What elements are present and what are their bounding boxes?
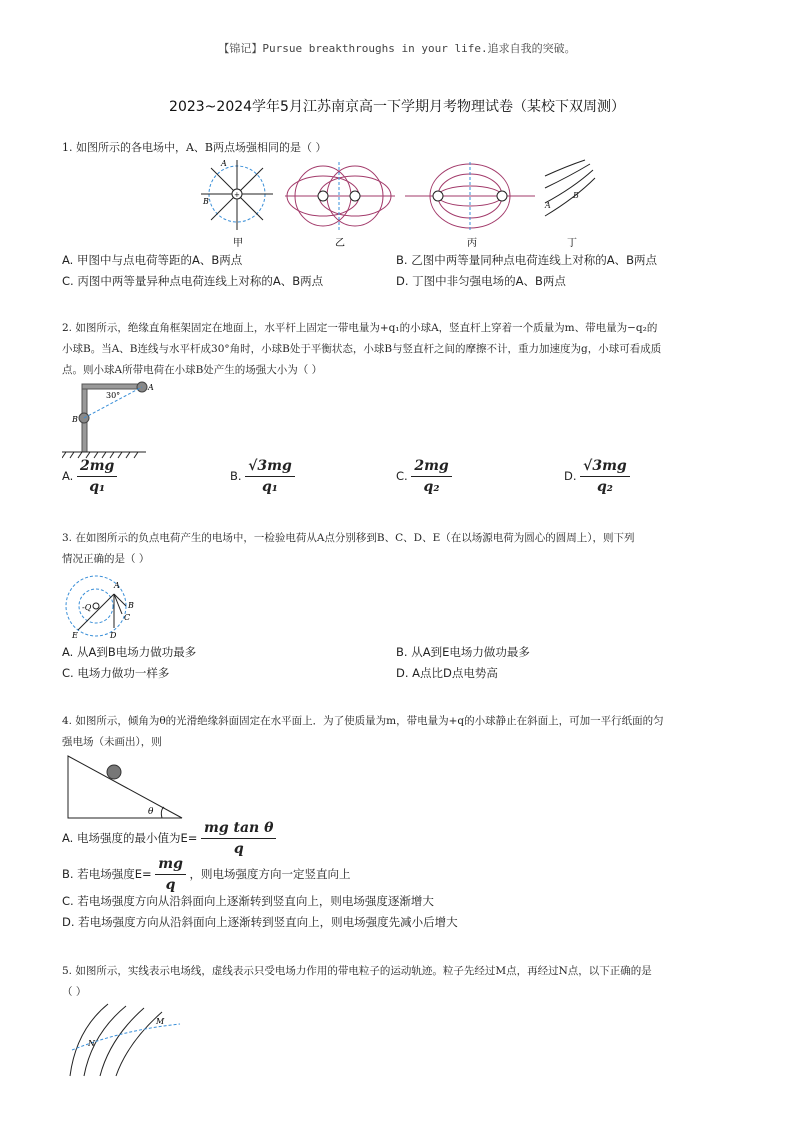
svg-text:A: A (148, 383, 154, 392)
svg-text:C: C (124, 613, 131, 622)
q4-option-a[interactable]: A. 电场强度的最小值为E= $\frac{\text{mg tan θ}}{q}$ (62, 820, 276, 857)
svg-text:B: B (203, 197, 209, 206)
q1-option-c[interactable]: C. 丙图中两等量异种点电荷连线上对称的A、B两点 (62, 274, 324, 288)
q2-angle-label: 30° (106, 391, 121, 400)
q2-option-d[interactable]: D. $\frac{√3mg}{\text{q₂}}$ (564, 458, 630, 495)
caption-yi: 乙 (335, 238, 345, 249)
svg-text:-Q: -Q (82, 603, 92, 612)
q2-line2: 小球B。当A、B连线与水平杆成30°角时，小球B处于平衡状态，小球B与竖直杆之间的摩擦不计，重力加速度为g，小球可看成质 (62, 343, 662, 355)
svg-text:M: M (156, 1017, 165, 1026)
q2-figure (62, 378, 162, 460)
figure-jia (201, 159, 273, 230)
figure-yi (285, 162, 395, 230)
svg-text:E: E (72, 631, 78, 640)
q4-option-d[interactable]: D. 若电场强度方向从沿斜面向上逐渐转到竖直向上，则电场强度先减小后增大 (62, 915, 458, 929)
q4-option-c[interactable]: C. 若电场强度方向从沿斜面向上逐渐转到竖直向上，则电场强度逐渐增大 (62, 894, 434, 908)
caption-jia: 甲 (233, 238, 243, 249)
svg-text:θ: θ (148, 807, 154, 817)
q2-option-a[interactable]: A. $\frac{2mg}{\text{q₁}}$ (62, 458, 117, 495)
svg-text:B: B (72, 415, 78, 424)
exam-title: 2023~2024学年5月江苏南京高一下学期月考物理试卷（某校下双周测） (169, 99, 625, 115)
q5-line2: （ ） (62, 986, 87, 998)
figure-bing (405, 162, 535, 230)
svg-text:N: N (88, 1039, 95, 1048)
q3-option-b[interactable]: B. 从A到E电场力做功最多 (396, 645, 530, 659)
q1-option-b[interactable]: B. 乙图中两等量同种点电荷连线上对称的A、B两点 (396, 253, 657, 267)
page-header: 【锦记】Pursue breakthroughs in your life.追求自我的突破。 (218, 42, 576, 55)
svg-text:+: + (234, 191, 240, 199)
svg-text:A: A (114, 581, 120, 590)
svg-text:A: A (545, 201, 551, 210)
q2-line3: 点。则小球A所带电荷在小球B处产生的场强大小为（ ） (62, 364, 323, 376)
q2-option-b[interactable]: B. $\frac{√3mg}{\text{q₁}}$ (230, 458, 295, 495)
q4-option-b[interactable]: B. 若电场强度E= $\frac{mg}{q}$ ，则电场强度方向一定竖直向上 (62, 856, 351, 893)
q3-option-a[interactable]: A. 从A到B电场力做功最多 (62, 645, 197, 659)
q3-option-d[interactable]: D. A点比D点电势高 (396, 666, 498, 680)
q1-option-d[interactable]: D. 丁图中非匀强电场的A、B两点 (396, 274, 566, 288)
q3-option-c[interactable]: C. 电场力做功一样多 (62, 666, 170, 680)
svg-text:B: B (128, 601, 134, 610)
svg-text:A: A (221, 159, 227, 168)
q4-line1: 4. 如图所示，倾角为θ的光滑绝缘斜面固定在水平面上．为了使质量为m，带电量为+q的小球静止在斜面上，可加一平行纸面的匀 (62, 715, 664, 727)
q1-stem: 1. 如图所示的各电场中，A、B两点场强相同的是（ ） (62, 141, 327, 154)
q4-line2: 强电场（未画出），则 (62, 736, 162, 748)
svg-text:B: B (573, 191, 579, 200)
q1-figures (195, 158, 615, 250)
q2-option-c[interactable]: C. $\frac{2mg}{\text{q₂}}$ (396, 458, 452, 495)
q2-line1: 2. 如图所示，绝缘直角框架固定在地面上，水平杆上固定一带电量为+q₁的小球A，竖直杆上穿着一个质量为m、带电量为−q₂的 (62, 322, 658, 334)
q1-option-a[interactable]: A. 甲图中与点电荷等距的A、B两点 (62, 253, 243, 267)
caption-bing: 丙 (467, 238, 477, 249)
q3-line1: 3. 在如图所示的负点电荷产生的电场中，一检验电荷从A点分别移到B、C、D、E（在以场源电荷为圆心的圆周上），则下列 (62, 532, 635, 544)
q5-figure (62, 1000, 192, 1080)
q3-line2: 情况正确的是（ ） (62, 553, 150, 565)
q5-line1: 5. 如图所示，实线表示电场线，虚线表示只受电场力作用的带电粒子的运动轨迹。粒子先经过M点，再经过N点，以下正确的是 (62, 965, 652, 977)
q3-figure (62, 570, 152, 642)
figure-ding (544, 160, 595, 216)
svg-text:D: D (110, 631, 117, 640)
caption-ding: 丁 (567, 238, 577, 249)
q4-figure (62, 752, 192, 822)
